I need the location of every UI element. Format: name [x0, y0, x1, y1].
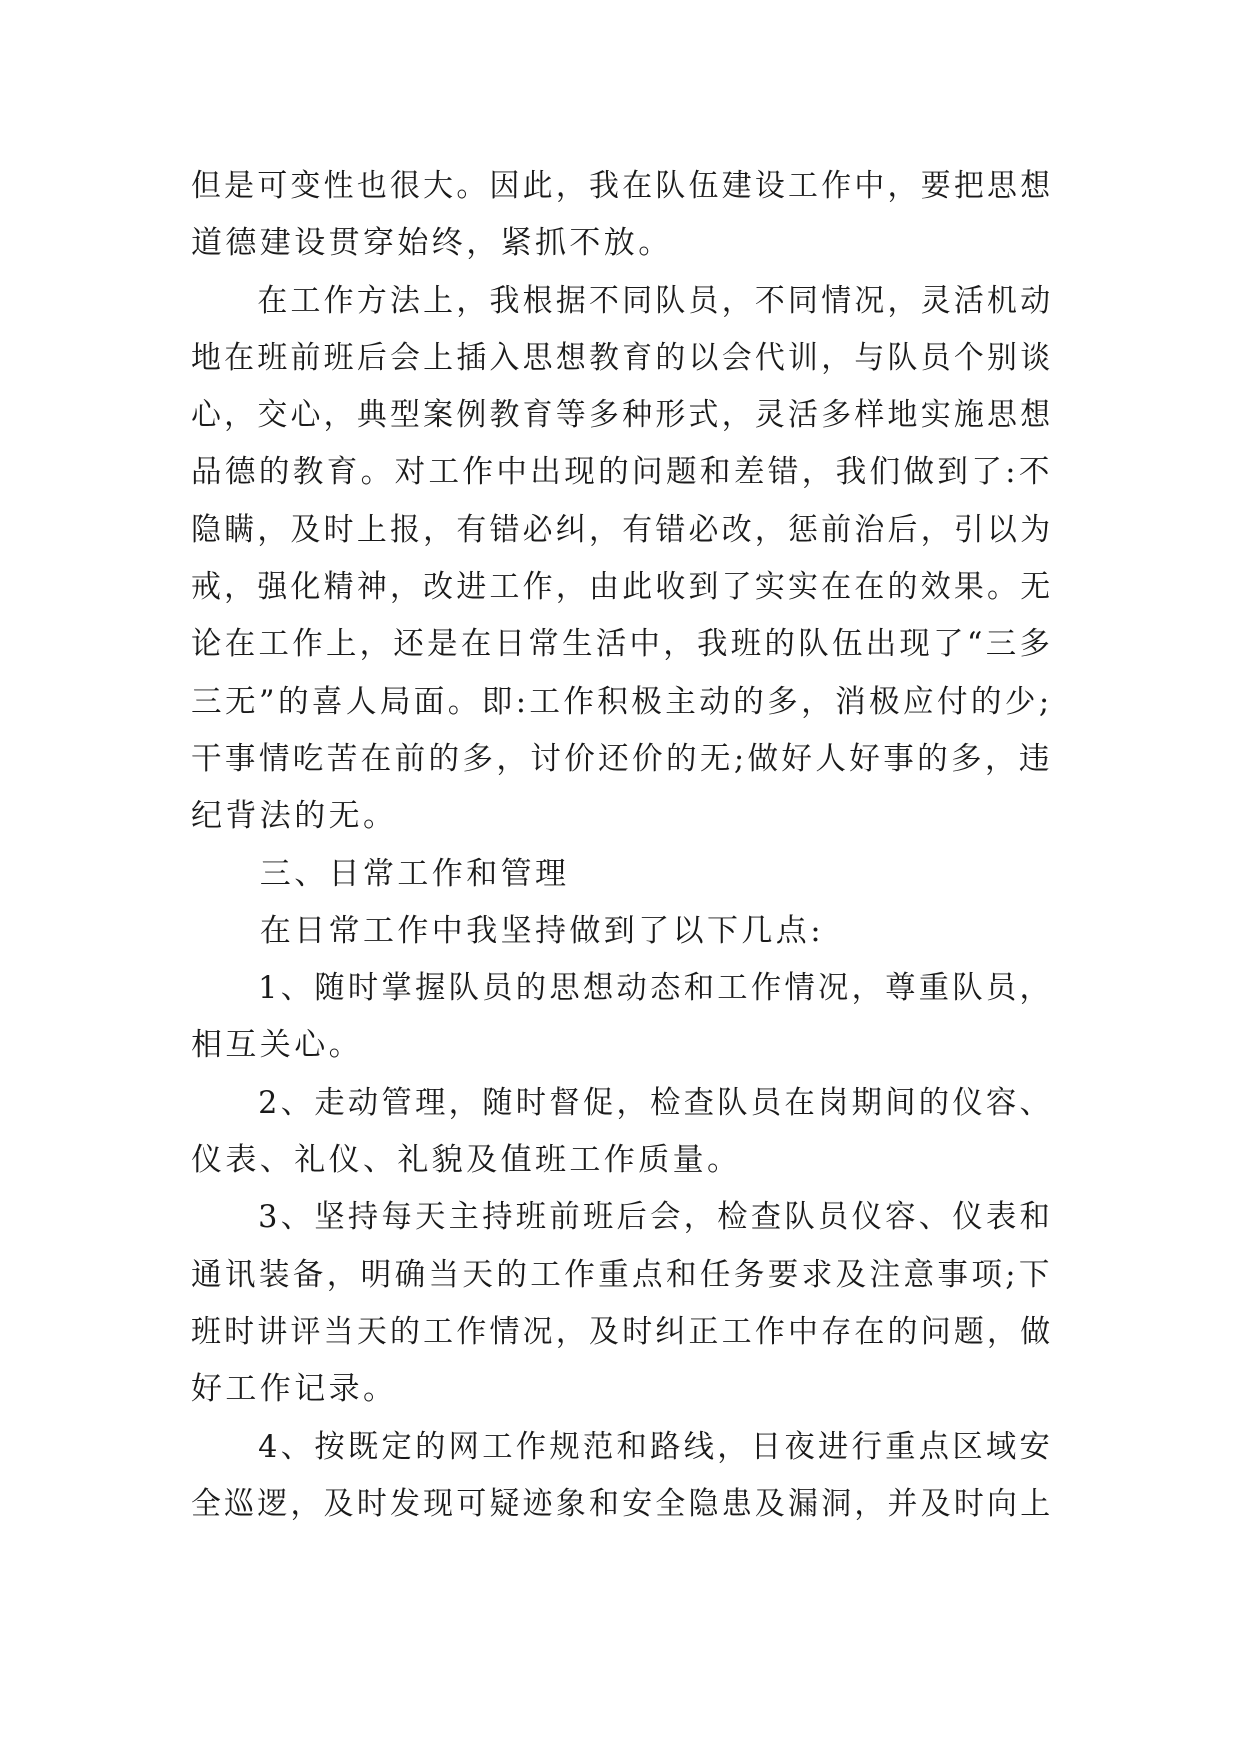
text-line: 隐瞒，及时上报，有错必纠，有错必改，惩前治后，引以为	[191, 511, 1054, 548]
list-item-line: 全巡逻，及时发现可疑迹象和安全隐患及漏洞，并及时向上	[191, 1485, 1054, 1522]
list-item-line: 仪表、礼仪、礼貌及值班工作质量。	[191, 1142, 742, 1179]
list-item-line: 1、随时掌握队员的思想动态和工作情况，尊重队员，	[191, 970, 1054, 1007]
text-line: 心，交心，典型案例教育等多种形式，灵活多样地实施思想	[191, 397, 1054, 434]
list-item-line: 好工作记录。	[191, 1371, 398, 1408]
text-line: 戒，强化精神，改进工作，由此收到了实实在在的效果。无	[191, 569, 1054, 606]
list-item-line: 班时讲评当天的工作情况，及时纠正工作中存在的问题，做	[191, 1313, 1054, 1350]
list-item-line: 相互关心。	[191, 1027, 363, 1064]
list-item-line: 2、走动管理，随时督促，检查队员在岗期间的仪容、	[191, 1084, 1054, 1121]
text-line: 论在工作上，还是在日常生活中，我班的队伍出现了“三多	[191, 626, 1054, 663]
text-line: 在日常工作中我坚持做到了以下几点:	[191, 912, 825, 949]
text-line: 品德的教育。对工作中出现的问题和差错，我们做到了:不	[191, 454, 1053, 491]
section-heading: 三、日常工作和管理	[191, 855, 570, 892]
text-line: 干事情吃苦在前的多，讨价还价的无;做好人好事的多，违	[191, 740, 1053, 777]
list-item-line: 通讯装备，明确当天的工作重点和任务要求及注意事项;下	[191, 1256, 1053, 1293]
list-item-line: 4、按既定的网工作规范和路线，日夜进行重点区域安	[191, 1428, 1054, 1465]
text-line: 道德建设贯穿始终，紧抓不放。	[191, 225, 673, 262]
text-line: 在工作方法上，我根据不同队员，不同情况，灵活机动	[191, 282, 1054, 319]
text-line: 但是可变性也很大。因此，我在队伍建设工作中，要把思想	[191, 168, 1054, 204]
document-body	[191, 158, 1053, 1533]
list-item-line: 3、坚持每天主持班前班后会，检查队员仪容、仪表和	[191, 1199, 1054, 1236]
text-line: 地在班前班后会上插入思想教育的以会代训，与队员个别谈	[191, 339, 1054, 376]
text-line: 纪背法的无。	[191, 798, 398, 835]
text-line: 三无”的喜人局面。即:工作积极主动的多，消极应付的少;	[191, 683, 1053, 720]
